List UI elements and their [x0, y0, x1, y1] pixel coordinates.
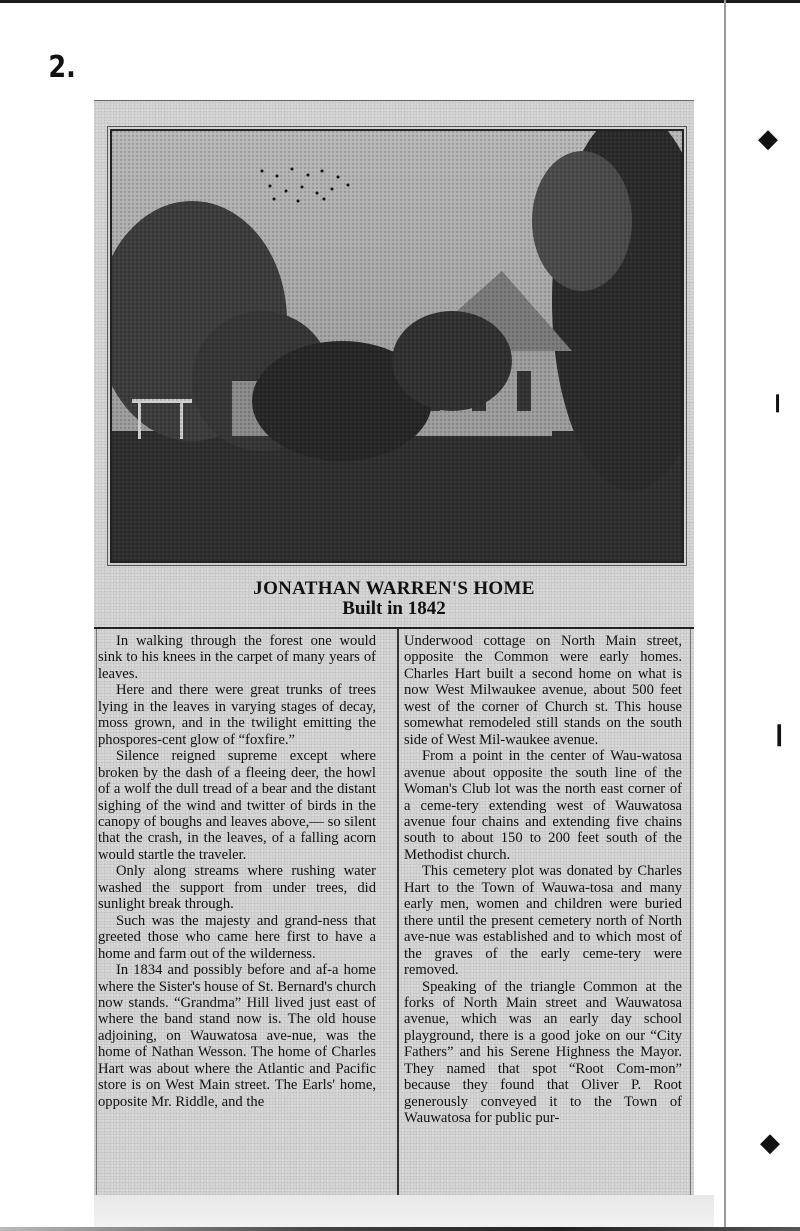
- binder-clip-mark-top-icon: ◆: [758, 124, 778, 154]
- column-border-left: [96, 629, 97, 1199]
- newspaper-clipping: [94, 100, 694, 1226]
- photo-caption: [94, 579, 694, 619]
- article-paragraph: Underwood cottage on North Main street, opposite the Common were early homes. Charles Hart built a second home on what is now West Milwaukee avenue, about 500 feet west of the corner of Church st. This house somewhat remodeled still stands on the south side of West Mil-waukee avenue.: [404, 633, 682, 748]
- article-paragraph: Silence reigned supreme except where broken by the dash of a fleeing deer, the howl of a wolf the dull tread of a bear and the distant sighing of the wind and twitter of birds in the canopy of boughs and leaves above,— so silent that the crash, in the leaves, of a falling acorn would startle the traveler.: [98, 748, 376, 863]
- caption-subtitle: Built in 1842: [342, 598, 446, 619]
- article-paragraph: In walking through the forest one would sink to his knees in the carpet of many years of leaves.: [98, 633, 376, 682]
- article-column-right: [404, 633, 682, 1127]
- binder-fold-line: [724, 0, 726, 1231]
- punch-mark-middle-icon: ❙: [770, 722, 789, 747]
- column-divider: [397, 629, 399, 1199]
- page-number: 2.: [48, 50, 76, 85]
- article-paragraph: Only along streams where rushing water washed the support from under trees, did sunlight break through.: [98, 863, 376, 913]
- article-paragraph: Speaking of the triangle Common at the forks of North Main street and Wauwatosa avenue, which was an early day school playground, there is a good joke on our “City Fathers” and his Serene Highness the Mayor. They named that spot “Root Com-mon” because they found that Oliver P. Root generously conveyed it to the Town of Wauwatosa for public pur-: [404, 978, 682, 1127]
- clipping-bottom-edge: [94, 1195, 714, 1231]
- article-paragraph: Such was the majesty and grand-ness that greeted those who came here first to have a home and farm out of the wilderness.: [98, 912, 376, 962]
- punch-mark-upper-icon: ❙: [770, 392, 786, 413]
- caption-title: JONATHAN WARREN'S HOME: [253, 578, 535, 599]
- article-paragraph: Here and there were great trunks of trees lying in the leaves in varying stages of decay, moss grown, and in the twilight emitting the phospores-cent glow of “foxfire.”: [98, 682, 376, 748]
- house-photo-image: [112, 131, 682, 561]
- article-paragraph: This cemetery plot was donated by Charles Hart to the Town of Wauwa-tosa and many early men, women and children were buried there until the present cemetery north of North ave-nue was established and to which most of the graves of the early ceme-tery were removed.: [404, 863, 682, 979]
- article-paragraph: In 1834 and possibly before and af-a home where the Sister's house of St. Bernard's church now stands. “Grandma” Hill lived just east of where the band stand now is. The old house adjoining, on Wauwatosa ave-nue, was the home of Nathan Wesson. The home of Charles Hart was about where the Atlantic and Pacific store is on West Main street. The Earls' home, opposite Mr. Riddle, and the: [98, 962, 376, 1110]
- column-border-right: [690, 629, 691, 1199]
- caption-rule: [94, 627, 694, 629]
- scan-top-edge: [0, 0, 800, 3]
- article-column-left: [98, 633, 376, 1110]
- house-photo: [110, 129, 684, 563]
- article-paragraph: From a point in the center of Wau-watosa avenue about opposite the south line of the Woman's Club lot was the north east corner of a ceme-tery extending west of Wauwatosa avenue four chains and extending five chains south to about 150 to 200 feet south of the Methodist church.: [404, 748, 682, 863]
- binder-clip-mark-bottom-icon: ◆: [760, 1128, 780, 1158]
- scan-bottom-edge: [0, 1227, 800, 1231]
